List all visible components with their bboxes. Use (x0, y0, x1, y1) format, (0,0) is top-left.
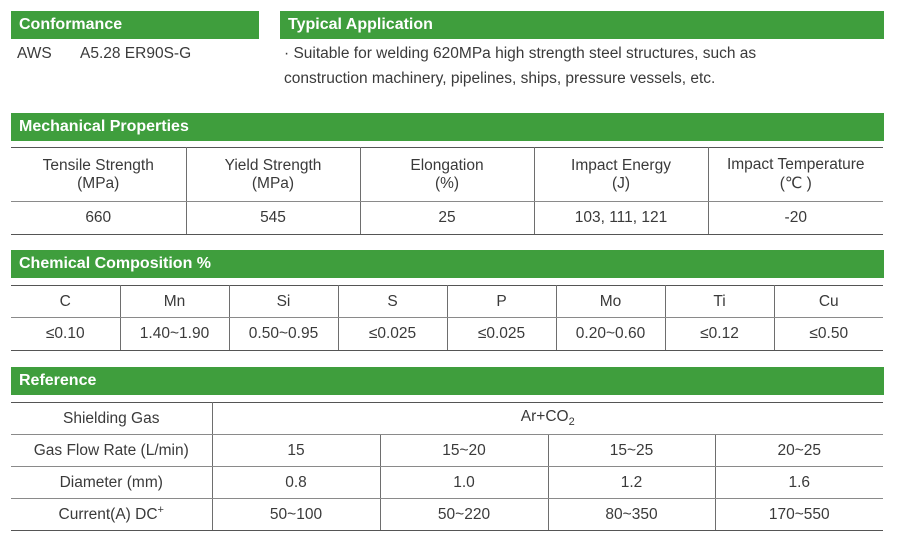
mechanical-properties-table (11, 147, 883, 235)
gas-flow-value: 20~25 (715, 435, 883, 467)
chem-header-ti: Ti (665, 286, 774, 318)
chem-value-cu: ≤0.50 (774, 318, 883, 351)
mech-header-impact-temp: Impact Temperature (℃ ) (708, 148, 883, 202)
chem-header-p: P (447, 286, 556, 318)
reference-header: Reference (11, 367, 884, 395)
conformance-standard: AWS (17, 45, 52, 62)
shielding-gas-value: $Ar+CO_2$ (212, 403, 883, 435)
chem-header-cu: Cu (774, 286, 883, 318)
mech-header-tensile: Tensile Strength (MPa) (11, 148, 186, 202)
current-value: 50~220 (380, 499, 548, 531)
current-value: 80~350 (548, 499, 715, 531)
chem-value-s: ≤0.025 (338, 318, 447, 351)
diameter-value: 1.0 (380, 467, 548, 499)
mech-value-tensile: 660 (11, 202, 186, 235)
mech-header-yield: Yield Strength (MPa) (186, 148, 360, 202)
mech-value-elongation: 25 (360, 202, 534, 235)
mech-header-elongation: Elongation (%) (360, 148, 534, 202)
mech-value-impact-temp: -20 (708, 202, 883, 235)
diameter-value: 1.2 (548, 467, 715, 499)
mechanical-properties-header: Mechanical Properties (11, 113, 884, 141)
gas-flow-value: 15 (212, 435, 380, 467)
chem-header-mo: Mo (556, 286, 665, 318)
chemical-composition-header: Chemical Composition % (11, 250, 884, 278)
conformance-header: Conformance (11, 11, 259, 39)
chem-value-ti: ≤0.12 (665, 318, 774, 351)
chem-value-mn: 1.40~1.90 (120, 318, 229, 351)
chem-header-mn: Mn (120, 286, 229, 318)
reference-table (11, 402, 883, 531)
chem-value-p: ≤0.025 (447, 318, 556, 351)
mech-value-impact-energy: 103, 111, 121 (534, 202, 708, 235)
chemical-composition-table (11, 285, 883, 351)
conformance-classification: A5.28 ER90S-G (80, 45, 192, 62)
mech-header-impact-energy: Impact Energy (J) (534, 148, 708, 202)
diameter-value: 0.8 (212, 467, 380, 499)
current-label: Current(A) DC+ (11, 499, 212, 531)
typical-application-header: Typical Application (280, 11, 884, 39)
chem-header-c: C (11, 286, 120, 318)
current-value: 50~100 (212, 499, 380, 531)
gas-flow-value: 15~25 (548, 435, 715, 467)
current-value: 170~550 (715, 499, 883, 531)
chem-header-si: Si (229, 286, 338, 318)
mech-value-yield: 545 (186, 202, 360, 235)
gas-flow-value: 15~20 (380, 435, 548, 467)
chem-value-si: 0.50~0.95 (229, 318, 338, 351)
diameter-value: 1.6 (715, 467, 883, 499)
gas-flow-label: Gas Flow Rate (L/min) (11, 435, 212, 467)
diameter-label: Diameter (mm) (11, 467, 212, 499)
shielding-gas-label: Shielding Gas (11, 403, 212, 435)
typical-application-line1: · Suitable for welding 620MPa high strength steel structures, such as (284, 45, 757, 62)
chem-value-mo: 0.20~0.60 (556, 318, 665, 351)
chem-value-c: ≤0.10 (11, 318, 120, 351)
typical-application-line2: construction machinery, pipelines, ships, pressure vessels, etc. (284, 70, 716, 87)
chem-header-s: S (338, 286, 447, 318)
